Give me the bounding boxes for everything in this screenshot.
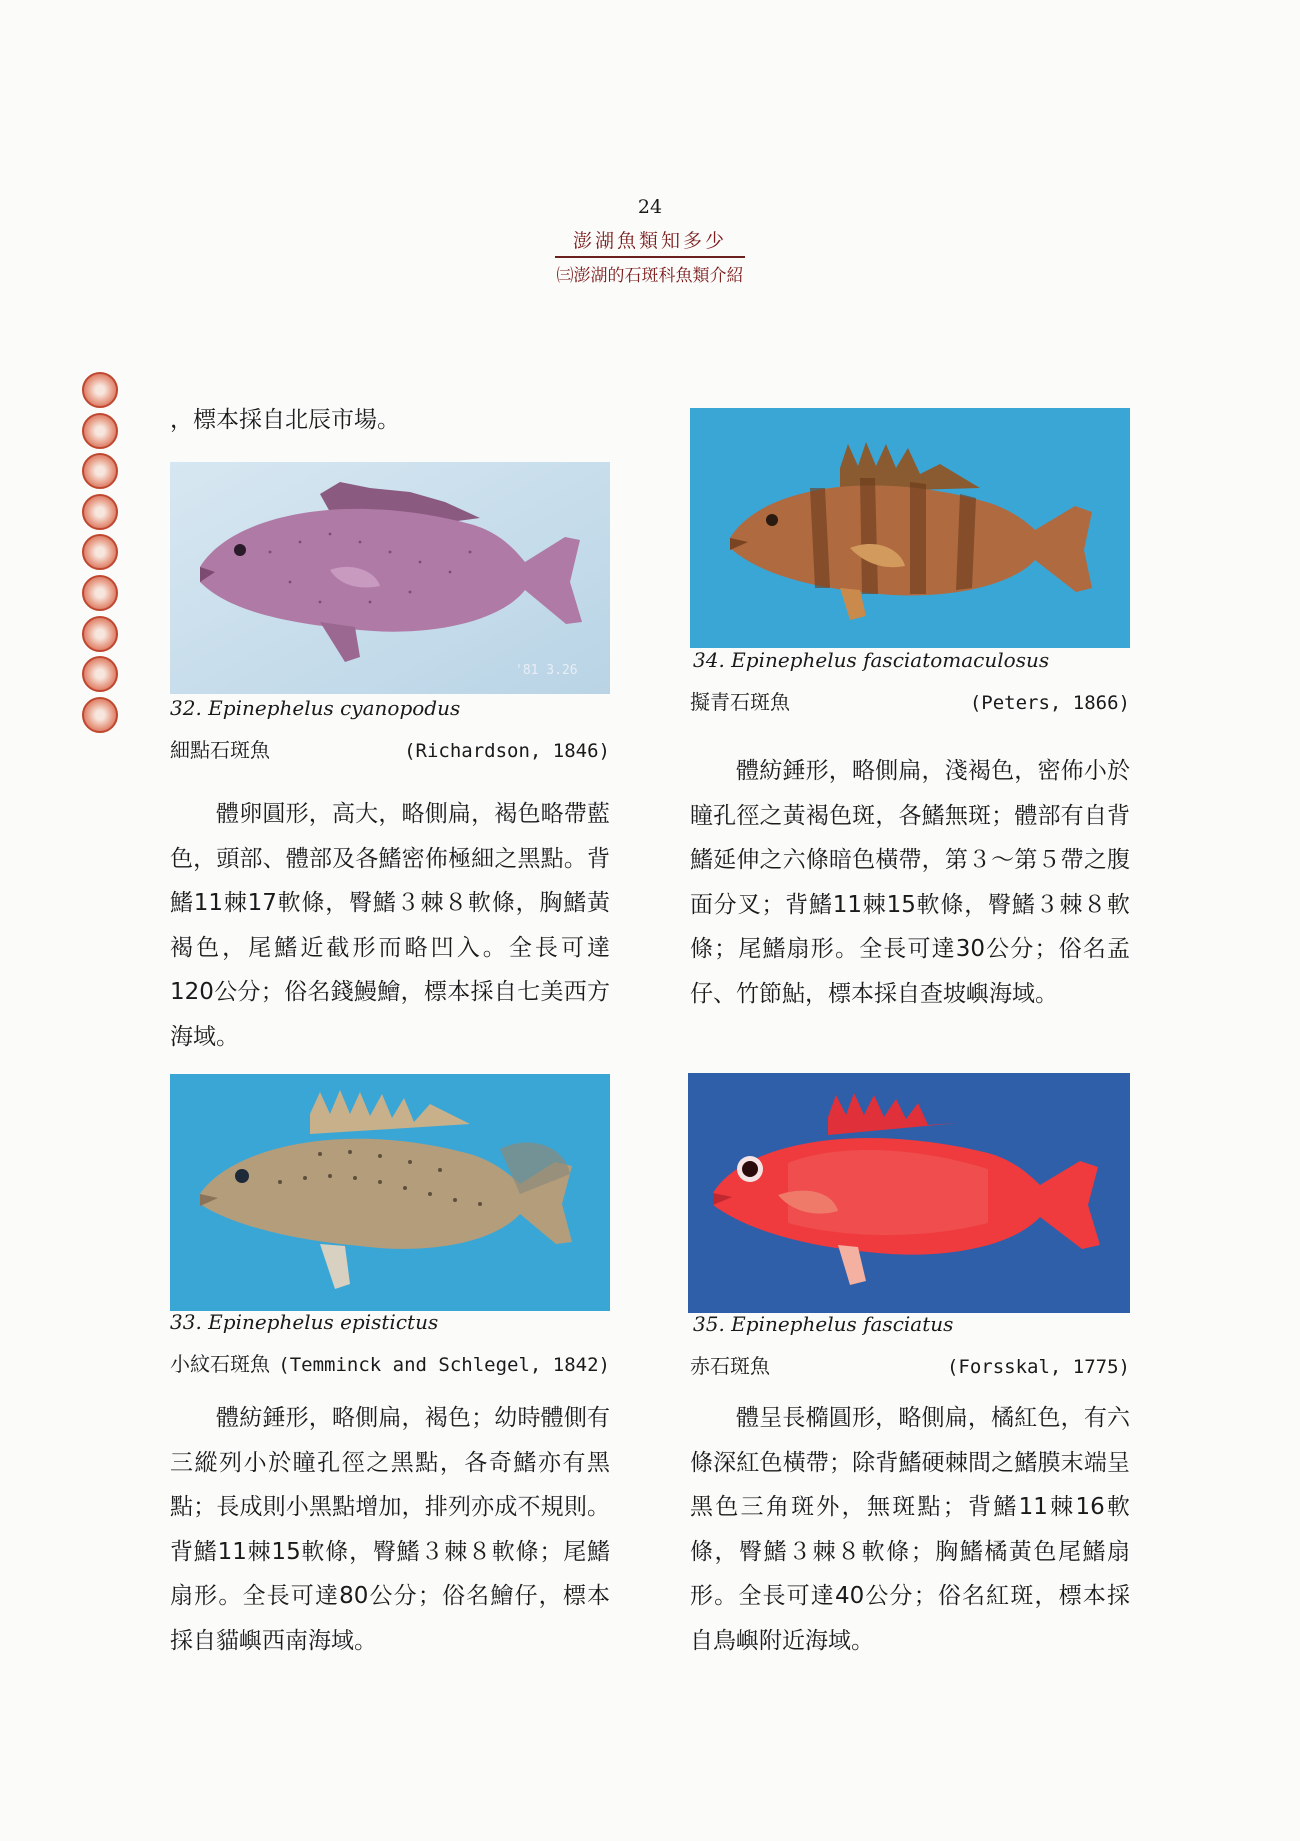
continued-text: ，標本採自北辰市場。 bbox=[170, 407, 400, 433]
fish-35-scientific-name: 35. Epinephelus fasciatus bbox=[693, 1312, 954, 1336]
fish-32-chinese-name: 細點石斑魚 bbox=[170, 738, 270, 762]
fish-33-caption bbox=[170, 1348, 610, 1377]
fish-34-chinese-name: 擬青石斑魚 bbox=[690, 690, 790, 714]
fish-34-caption bbox=[690, 686, 1130, 715]
book-title: 澎湖魚類知多少 bbox=[572, 230, 727, 252]
fish-32-authority: (Richardson, 1846) bbox=[404, 740, 610, 762]
title-rule bbox=[555, 256, 745, 258]
seal-stamp-icon bbox=[82, 372, 118, 408]
fish-35-chinese-name: 赤石斑魚 bbox=[690, 1354, 770, 1378]
chapter-title: ㈢澎湖的石斑科魚類介紹 bbox=[556, 266, 744, 286]
seal-stamp-icon bbox=[82, 656, 118, 692]
fish-32-scientific-name: 32. Epinephelus cyanopodus bbox=[170, 696, 461, 720]
seal-strip bbox=[82, 372, 128, 737]
fish-35-authority: (Forsskal, 1775) bbox=[946, 1356, 1130, 1378]
fish-35-description: 體呈長橢圓形，略側扁，橘紅色，有六條深紅色橫帶；除背鰭硬棘間之鰭膜末端呈黑色三角斑外，無斑點；背鰭11棘16軟條，臀鰭３棘８軟條；胸鰭橘黃色尾鰭扇形。全長可達40公分；俗名紅斑，標本採自鳥嶼附近海域。 bbox=[690, 1405, 1130, 1654]
fish-35-photo bbox=[688, 1073, 1130, 1313]
seal-stamp-icon bbox=[82, 575, 118, 611]
fish-33-authority: (Temminck and Schlegel, 1842) bbox=[278, 1354, 610, 1376]
fish-34-description: 體紡錘形，略側扁，淺褐色，密佈小於瞳孔徑之黃褐色斑，各鰭無斑；體部有自背鰭延伸之六條暗色橫帶，第３～第５帶之腹面分叉；背鰭11棘15軟條，臀鰭３棘８軟條；尾鰭扇形。全長可達30公分；俗名孟仔、竹節鮎，標本採自查坡嶼海域。 bbox=[690, 758, 1130, 1007]
page-number: 24 bbox=[637, 196, 663, 218]
fish-32-caption bbox=[170, 734, 610, 763]
photo-date-stamp: '81 3.26 bbox=[515, 663, 578, 678]
seal-stamp-icon bbox=[82, 494, 118, 530]
fish-33-scientific-name: 33. Epinephelus epistictus bbox=[170, 1310, 439, 1334]
fish-32-description: 體卵圓形，高大，略側扁，褐色略帶藍色，頭部、體部及各鰭密佈極細之黑點。背鰭11棘17軟條，臀鰭３棘８軟條，胸鰭黃褐色，尾鰭近截形而略凹入。全長可達 120公分；俗名錢鰻鱠，標本採自七美西方海域。 bbox=[170, 801, 610, 1050]
seal-stamp-icon bbox=[82, 453, 118, 489]
fish-33-description: 體紡錘形，略側扁，褐色；幼時體側有三縱列小於瞳孔徑之黑點，各奇鰭亦有黑點；長成則小黑點增加，排列亦成不規則。背鰭11棘15軟條，臀鰭３棘８軟條；尾鰭扇形。全長可達80公分；俗名鱠仔，標本採自貓嶼西南海域。 bbox=[170, 1405, 610, 1654]
seal-stamp-icon bbox=[82, 413, 118, 449]
fish-33-chinese-name: 小紋石斑魚 bbox=[170, 1352, 270, 1376]
seal-stamp-icon bbox=[82, 697, 118, 733]
fish-32-photo bbox=[170, 462, 610, 694]
fish-34-authority: (Peters, 1866) bbox=[969, 692, 1130, 714]
fish-34-scientific-name: 34. Epinephelus fasciatomaculosus bbox=[693, 648, 1050, 672]
seal-stamp-icon bbox=[82, 616, 118, 652]
fish-33-photo bbox=[170, 1074, 610, 1311]
seal-stamp-icon bbox=[82, 534, 118, 570]
fish-34-photo bbox=[690, 408, 1130, 648]
fish-35-caption bbox=[690, 1350, 1130, 1379]
